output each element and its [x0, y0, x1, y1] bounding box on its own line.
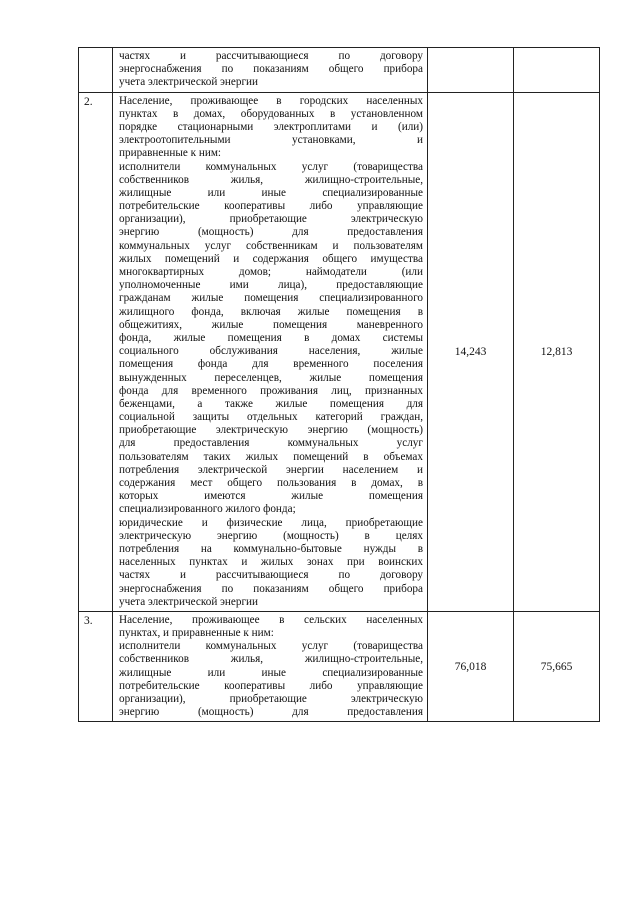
description-line: коммунальных услуг собственникам и пользователям: [119, 239, 423, 252]
description-cell: [113, 611, 428, 722]
description-line: общежитиях, жилые помещения маневренного: [119, 318, 423, 331]
description-line: фонда, жилые помещения в домах системы: [119, 331, 423, 344]
description-line: потребления на коммунально-бытовые нужды в: [119, 542, 423, 555]
description-line: электроотопительными установками, и: [119, 134, 423, 147]
description-line: учета электрической энергии: [119, 76, 259, 89]
table-row: [79, 92, 600, 611]
tariff-table-body: [79, 48, 600, 722]
description-line: энергию (мощность) для предоставления: [119, 226, 423, 239]
description-line: специализированного жилого фонда;: [119, 503, 296, 516]
description-line: приравненные к ним:: [119, 147, 222, 160]
description-line: собственников жилья, жилищно-строительные,: [119, 653, 423, 666]
table-row: [79, 48, 600, 93]
row-number-cell: [79, 48, 113, 93]
description-line: фонда для временного проживания лиц, признанных: [119, 384, 423, 397]
description-line: пунктах, и приравненные к ним:: [119, 627, 274, 640]
description-line: исполнители коммунальных услуг (товарищества: [119, 640, 423, 653]
description-line: Население, проживающее в сельских населенных: [119, 613, 423, 626]
description-line: беженцами, а также жилые помещения для: [119, 397, 423, 410]
description-line: организации), приобретающие электрическую: [119, 213, 423, 226]
description-line: социального обслуживания населения, жилые: [119, 345, 423, 358]
row-number-cell: 3.: [79, 611, 113, 722]
description-line: жилищного фонда, включая жилые помещения в: [119, 305, 423, 318]
description-line: гражданам жилые помещения специализированного: [119, 292, 423, 305]
description-line: пользователям таких жилых помещений в объемах: [119, 450, 423, 463]
description-line: потребительские кооперативы либо управляющие: [119, 200, 423, 213]
description-line: содержания мест общего пользования в домах, в: [119, 477, 423, 489]
description-line: потребительские кооперативы либо управляющие: [119, 679, 423, 692]
tariff-value-second-half: 12,813: [514, 92, 600, 611]
description-line: пунктах в домах, оборудованных в установленном: [119, 107, 423, 120]
description-line: исполнители коммунальных услуг (товарищества: [119, 160, 423, 173]
description-line: которых имеются жилые помещения: [119, 490, 423, 503]
description-line: собственников жилья, жилищно-строительные,: [119, 173, 423, 186]
description-line: энергоснабжения по показаниям общего прибора: [119, 63, 423, 76]
description-cell: [113, 48, 428, 93]
description-line: многоквартирных домов; наймодатели (или: [119, 266, 423, 278]
row-number-cell: 2.: [79, 92, 113, 611]
description-line: приобретающие электрическую энергию (мощность): [119, 424, 423, 437]
table-row: [79, 611, 600, 722]
description-line: жилищные или иные специализированные: [119, 666, 423, 679]
description-line: социальной защиты отдельных категорий граждан,: [119, 411, 423, 424]
description-line: энергоснабжения по показаниям общего прибора: [119, 582, 423, 595]
tariff-value-first-half: [428, 48, 514, 93]
description-line: организации), приобретающие электрическую: [119, 693, 423, 705]
description-line: порядке стационарными электроплитами и (или): [119, 120, 423, 133]
tariff-value-first-half: 76,018: [428, 611, 514, 722]
tariff-value-second-half: [514, 48, 600, 93]
description-line: для предоставления коммунальных услуг: [119, 437, 423, 450]
description-line: жилищные или иные специализированные: [119, 186, 423, 199]
description-line: Население, проживающее в городских населенных: [119, 94, 423, 107]
description-line: учета электрической энергии: [119, 595, 259, 608]
tariff-table: [78, 47, 600, 722]
description-line: уполномоченные ими лица), предоставляющие: [119, 279, 423, 292]
description-line: жилых помещений и содержания общего имущества: [119, 252, 423, 265]
description-line: населенных пунктах и жилых зонах при воинских: [119, 556, 423, 569]
description-line: юридические и физические лица, приобретающие: [119, 516, 423, 529]
description-line: вынужденных переселенцев, жилые помещения: [119, 371, 423, 384]
description-line: частях и рассчитывающиеся по договору: [119, 569, 423, 582]
description-line: потребления электрической энергии населением и: [119, 463, 423, 476]
description-line: частях и рассчитывающиеся по договору: [119, 50, 423, 62]
tariff-value-first-half: 14,243: [428, 92, 514, 611]
description-line: энергию (мощность) для предоставления: [119, 706, 423, 719]
tariff-value-second-half: 75,665: [514, 611, 600, 722]
description-cell: [113, 92, 428, 611]
description-line: электрическую энергию (мощность) в целях: [119, 529, 423, 542]
description-line: помещения фонда для временного поселения: [119, 358, 423, 371]
